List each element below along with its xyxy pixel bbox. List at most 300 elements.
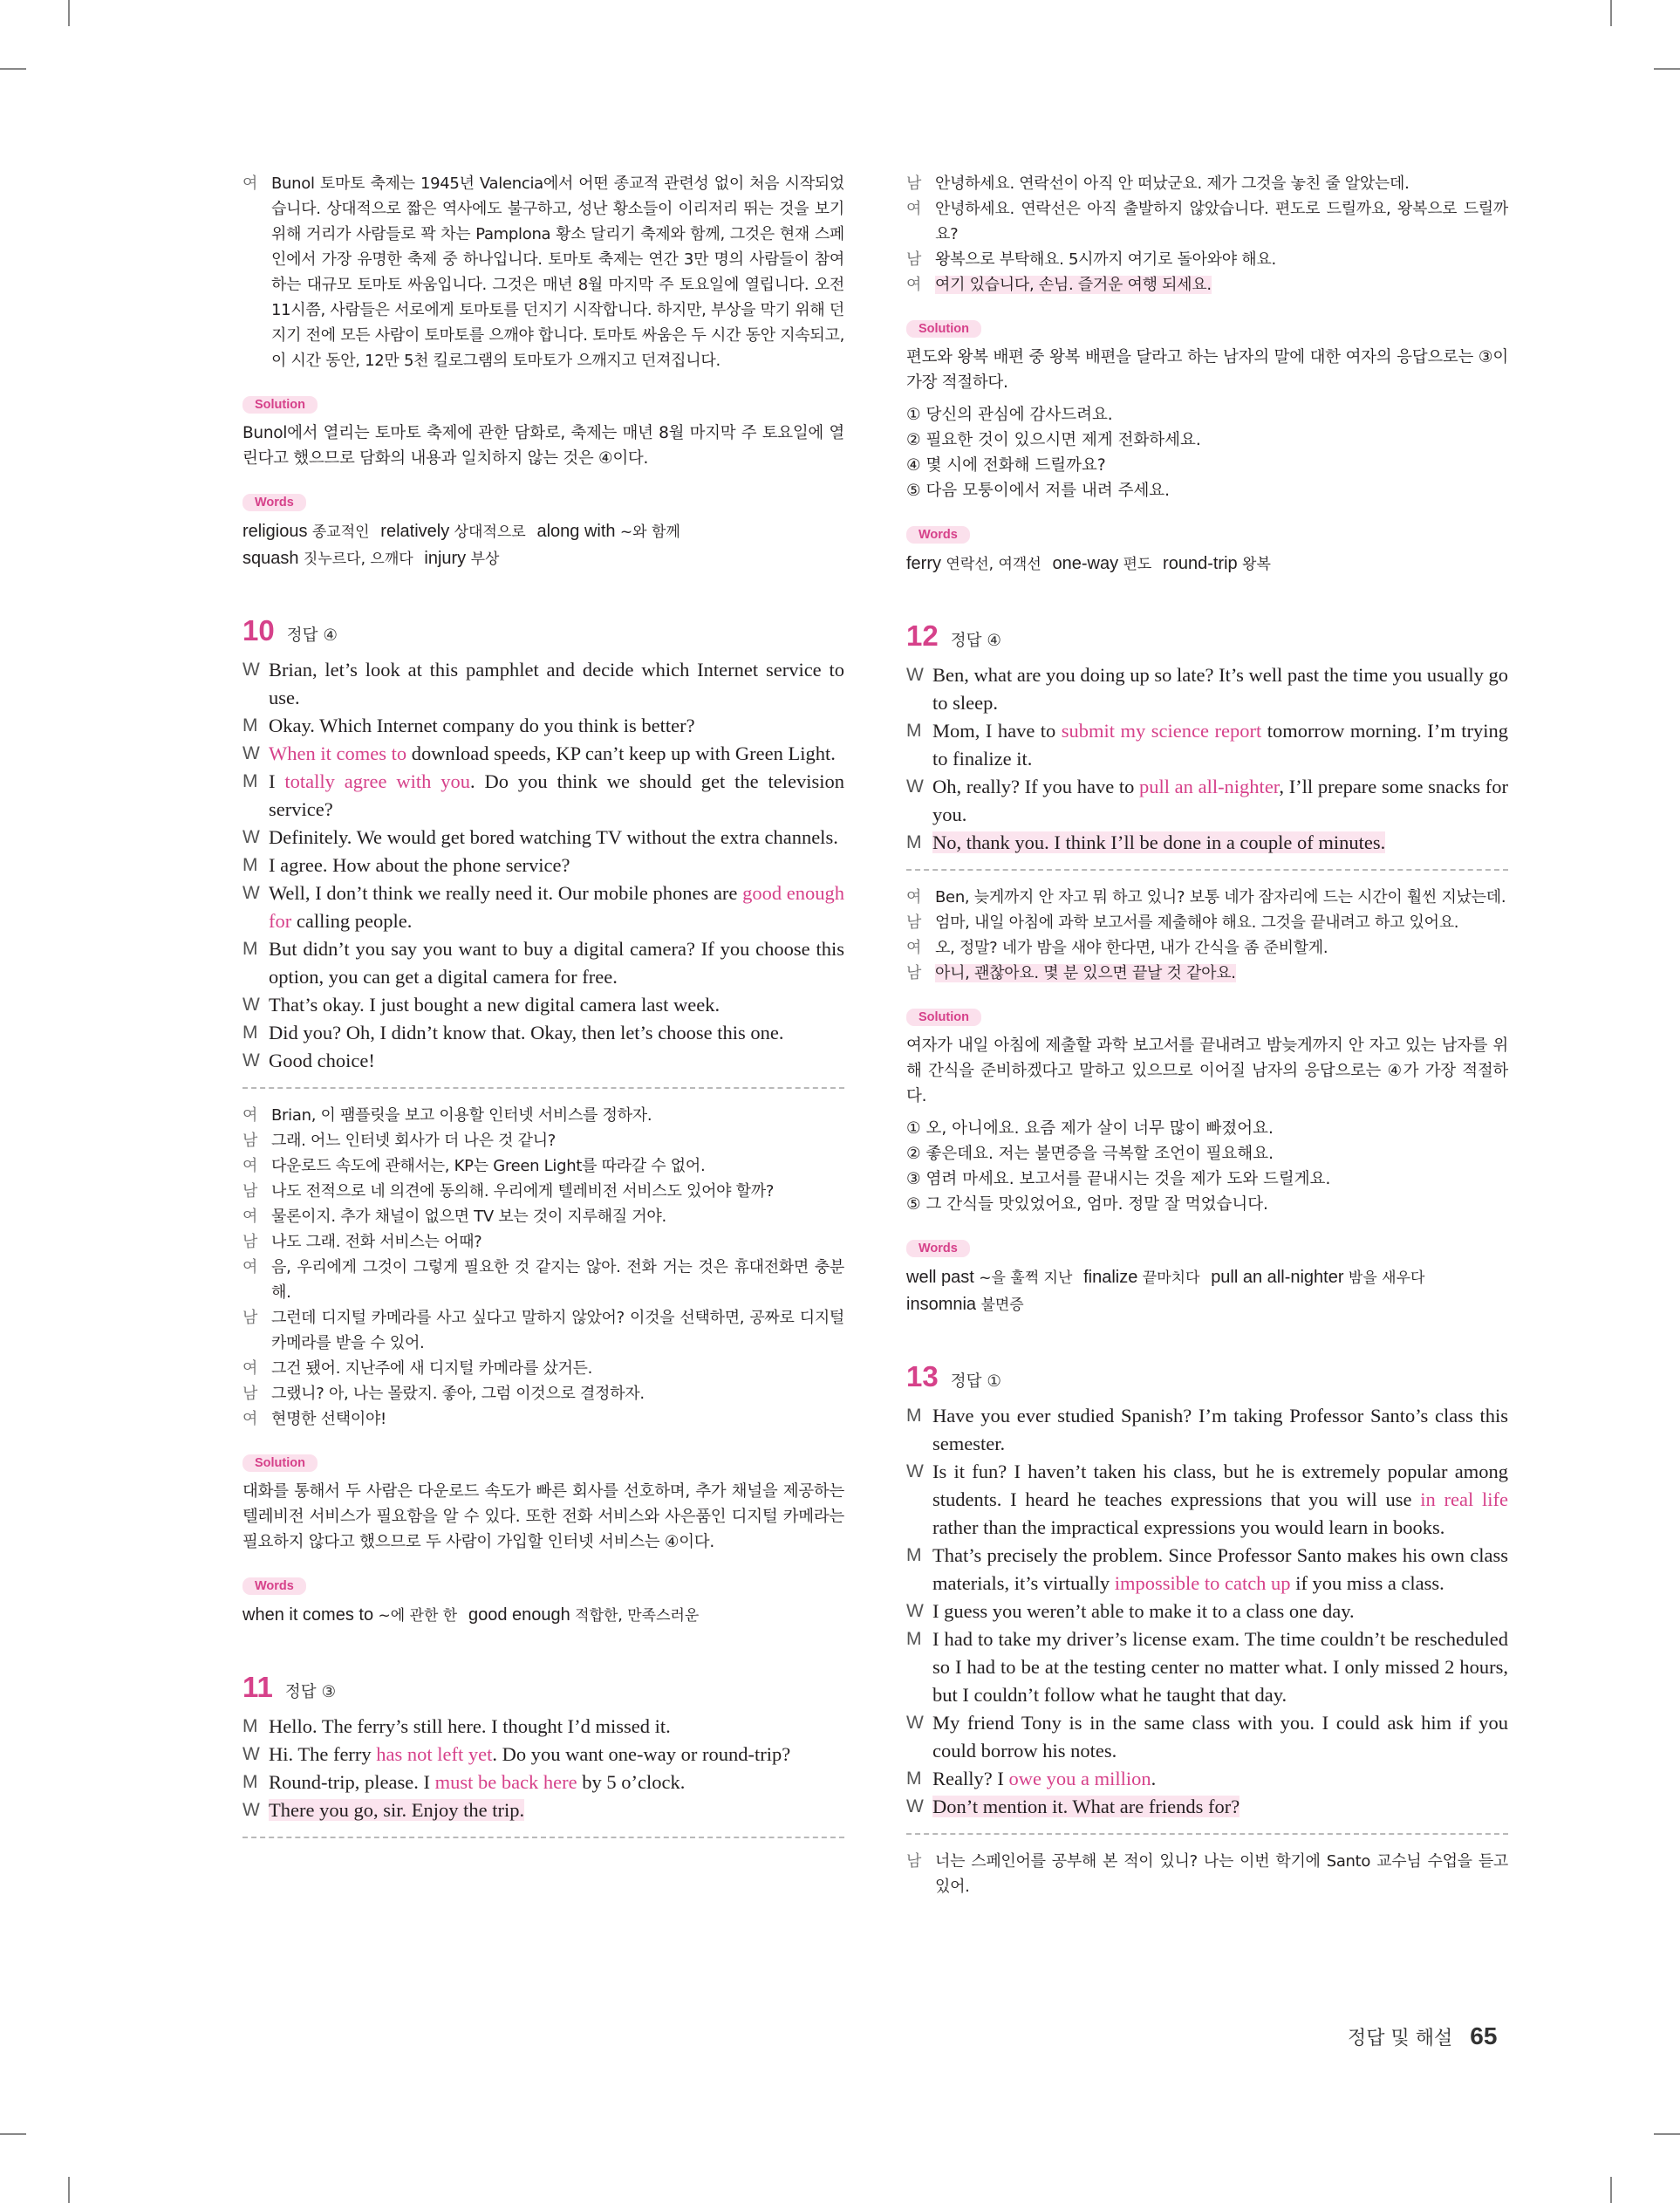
speaker-label: M	[906, 1406, 922, 1426]
speaker-label: W	[906, 1796, 924, 1816]
word-meaning: 연락선, 여객선	[941, 556, 1041, 573]
translation-text-content: 여기 있습니다, 손님. 즐거운 여행 되세요.	[935, 276, 1212, 294]
translation-text	[935, 1849, 1508, 1899]
crop-mark	[1654, 68, 1680, 70]
answer-choice: ⑤ 다음 모퉁이에서 저를 내려 주세요.	[906, 482, 1171, 500]
translation-text	[271, 1406, 844, 1432]
word-meaning: 부상	[466, 551, 500, 568]
transcript-line	[242, 1796, 844, 1824]
transcript-segment: Is it fun? I haven’t taken his class, but he is extremely popular among students. I heard he teaches expressions that you will use	[932, 1461, 1508, 1510]
transcript-line	[242, 991, 844, 1019]
translation-line	[242, 1204, 844, 1229]
crop-mark	[0, 68, 26, 70]
q9-solution-text: Bunol에서 열리는 토마토 축제에 관한 담화로, 축제는 매년 8월 마지막 주 토요일에 열린다고 했으므로 담화의 내용과 일치하지 않는 것은 ④이다.	[242, 424, 844, 468]
word-meaning: ~에 관한 한	[373, 1607, 458, 1625]
q11-words-label: Words	[906, 526, 970, 544]
transcript-line	[242, 852, 844, 879]
q11-solution-text: 편도와 왕복 배편 중 왕복 배편을 달라고 하는 남자의 말에 대한 여자의 응답으로는 ③이 가장 적절하다.	[906, 348, 1508, 392]
q9-solution-label: Solution	[242, 396, 318, 414]
transcript-segment: That’s okay. I just bought a new digital camera last week.	[269, 994, 720, 1016]
transcript-line	[242, 1019, 844, 1047]
words-line	[242, 518, 844, 545]
transcript-text	[269, 1047, 844, 1075]
transcript-line	[906, 661, 1508, 717]
transcript-segment: No, thank you. I think I’ll be done in a couple of minutes.	[932, 831, 1386, 853]
transcript-text	[269, 879, 844, 935]
q10-number: 10	[242, 614, 275, 647]
transcript-segment: .	[1151, 1768, 1157, 1789]
translation-text	[271, 1204, 844, 1229]
word-term: along with	[536, 522, 616, 541]
speaker-label: W	[906, 777, 924, 797]
speaker-label: 여	[906, 276, 922, 294]
transcript-segment: I	[269, 770, 285, 792]
translation-text-content: 그건 됐어. 지난주에 새 디지털 카메라를 샀거든.	[271, 1359, 593, 1378]
words-line	[906, 551, 1508, 578]
q12-translation	[906, 885, 1508, 986]
transcript-line	[906, 1709, 1508, 1765]
speaker-label: 여	[242, 1258, 258, 1276]
page-number: 65	[1470, 2022, 1498, 2049]
transcript-segment: Good choice!	[269, 1050, 375, 1071]
speaker-label: W	[242, 660, 260, 680]
translation-line	[242, 171, 844, 373]
translation-line	[906, 196, 1508, 247]
transcript-line	[242, 1741, 844, 1769]
right-column	[906, 171, 1508, 1899]
transcript-segment: Don’t mention it. What are friends for?	[932, 1796, 1240, 1817]
word-meaning: 적합한, 만족스러운	[570, 1607, 700, 1625]
transcript-line	[906, 1402, 1508, 1458]
transcript-segment: There you go, sir. Enjoy the trip.	[269, 1799, 525, 1821]
translation-text-content: Ben, 늦게까지 안 자고 뭐 하고 있니? 보통 네가 잠자리에 드는 시간이 훨씬 지났는데.	[935, 888, 1506, 907]
transcript-line	[242, 712, 844, 740]
word-term: round-trip	[1163, 554, 1238, 573]
transcript-text	[269, 740, 844, 768]
word-meaning: 끝마치다	[1137, 1269, 1200, 1287]
transcript-text	[932, 1625, 1508, 1709]
translation-text-content: 그랬니? 아, 나는 몰랐지. 좋아, 그럼 이것으로 결정하자.	[271, 1385, 645, 1403]
words-line	[906, 1264, 1508, 1291]
translation-text-content: 나도 전적으로 네 의견에 동의해. 우리에게 텔레비전 서비스도 있어야 할까?	[271, 1182, 775, 1201]
key-expression: has not left yet	[376, 1743, 493, 1765]
word-meaning: 편도	[1118, 556, 1152, 573]
q9-words	[242, 518, 844, 572]
transcript-text	[932, 1598, 1508, 1625]
translation-text	[935, 885, 1508, 910]
speaker-label: 남	[906, 1852, 922, 1871]
transcript-line	[242, 879, 844, 935]
speaker-label: 남	[906, 250, 922, 269]
words-line	[242, 1602, 844, 1629]
translation-text-content: 왕복으로 부탁해요. 5시까지 여기로 돌아와야 해요.	[935, 250, 1276, 269]
transcript-line	[906, 829, 1508, 857]
translation-text-content: 안녕하세요. 연락선은 아직 출발하지 않았습니다. 편도로 드릴까요, 왕복으로 드릴까요?	[935, 200, 1508, 243]
transcript-segment: But didn’t you say you want to buy a digital camera? If you choose this option, you can get a digital camera for free.	[269, 938, 844, 988]
transcript-text	[932, 1709, 1508, 1765]
translation-line	[242, 1305, 844, 1356]
speaker-label: 남	[242, 1132, 258, 1150]
footer-title: 정답 및 해설	[1348, 2028, 1453, 2049]
transcript-segment: Hello. The ferry’s still here. I thought I’d missed it.	[269, 1715, 671, 1737]
speaker-label: M	[906, 1629, 922, 1649]
word-term: relatively	[380, 522, 450, 541]
speaker-label: M	[906, 721, 922, 741]
q10-solution-label: Solution	[242, 1454, 318, 1472]
translation-text-content: 현명한 선택이야!	[271, 1410, 386, 1428]
transcript-segment: I guess you weren’t able to make it to a class one day.	[932, 1600, 1355, 1622]
q12-header	[906, 619, 1508, 653]
q10-header	[242, 614, 844, 647]
translation-text-content: 나도 그래. 전화 서비스는 어때?	[271, 1233, 482, 1251]
transcript-segment: Did you? Oh, I didn’t know that. Okay, then let’s choose this one.	[269, 1022, 784, 1043]
q12-choices	[906, 1116, 1508, 1217]
translation-line	[242, 1381, 844, 1406]
speaker-label: W	[242, 743, 260, 763]
transcript-segment: Mom, I have to	[932, 720, 1062, 742]
transcript-text	[932, 1458, 1508, 1542]
q9-words-label: Words	[242, 494, 306, 511]
translation-text-content: 그래. 어느 인터넷 회사가 더 나은 것 같니?	[271, 1132, 557, 1150]
transcript-text	[269, 712, 844, 740]
translation-line	[906, 935, 1508, 961]
word-meaning: 짓누르다, 으깨다	[298, 551, 413, 568]
transcript-segment: tomorrow morning. I’m trying to finalize it.	[932, 720, 1508, 770]
translation-text	[271, 171, 844, 373]
transcript-text	[269, 1796, 844, 1824]
q11-solution-label: Solution	[906, 320, 981, 338]
transcript-segment: Okay. Which Internet company do you think is better?	[269, 715, 695, 736]
answer-choice: ④ 몇 시에 전화해 드릴까요?	[906, 456, 1106, 475]
q11-translation	[906, 171, 1508, 298]
q11-header	[242, 1671, 844, 1704]
translation-line	[906, 247, 1508, 272]
word-meaning: 밤을 새우다	[1343, 1269, 1425, 1287]
translation-text	[271, 1381, 844, 1406]
speaker-label: W	[242, 995, 260, 1015]
q11-transcript	[242, 1713, 844, 1824]
left-column	[242, 171, 844, 1852]
word-term: one-way	[1052, 554, 1119, 573]
transcript-segment: Round-trip, please. I	[269, 1771, 435, 1793]
transcript-text	[269, 991, 844, 1019]
transcript-text	[269, 1019, 844, 1047]
speaker-label: M	[242, 771, 258, 791]
transcript-line	[906, 1458, 1508, 1542]
translation-text	[271, 1103, 844, 1128]
crop-mark	[68, 2177, 70, 2203]
word-meaning: 불면증	[976, 1296, 1024, 1314]
q11-answer: 정답 ③	[284, 1683, 337, 1701]
translation-line	[906, 171, 1508, 196]
speaker-label: M	[242, 715, 258, 735]
transcript-segment: . Do you think we should get the television service?	[269, 770, 844, 820]
translation-text	[271, 1255, 844, 1305]
crop-mark	[1654, 2133, 1680, 2135]
speaker-label: M	[906, 1769, 922, 1789]
speaker-label: 남	[242, 1182, 258, 1201]
translation-line	[906, 1849, 1508, 1899]
translation-text-content: Bunol 토마토 축제는 1945년 Valencia에서 어떤 종교적 관련성 없이 처음 시작되었습니다. 상대적으로 짧은 역사에도 불구하고, 성난 황소들이 이리저리 뛰는 것을 보기 위해 거리가 사람들로 꽉 차는 Pamplona 황소 달리기 축제와 함께, 그것은 현재 스페인에서 가장 유명한 축제 중 하나입니다. 토마토 축제는 연간 3만 명의 사람들이 참여하는 대규모 토마토 싸움입니다. 그것은 매년 8월 마지막 주 토요일에 열립니다. 오전 11시쯤, 사람들은 서로에게 토마토를 던지기 시작합니다. 하지만, 부상을 막기 위해 던지기 전에 모든 사람이 토마토를 으깨야 합니다. 토마토 싸움은 두 시간 동안 지속되고, 이 시간 동안, 12만 5천 킬로그램의 토마토가 으깨지고 던져집니다.	[271, 174, 844, 370]
speaker-label: 남	[242, 1233, 258, 1251]
q12-answer: 정답 ④	[950, 632, 1001, 650]
translation-text-content: 오, 정말? 네가 밤을 새야 한다면, 내가 간식을 좀 준비할게.	[935, 939, 1328, 957]
transcript-segment: rather than the impractical expressions you would learn in books.	[932, 1516, 1445, 1538]
speaker-label: 여	[906, 939, 922, 957]
translation-text	[935, 272, 1508, 298]
transcript-text	[269, 1769, 844, 1796]
divider	[906, 1833, 1508, 1835]
translation-text	[271, 1356, 844, 1381]
speaker-label: W	[242, 827, 260, 847]
q12-words	[906, 1264, 1508, 1318]
transcript-segment: calling people.	[291, 910, 413, 932]
answer-choice: ② 좋은데요. 저는 불면증을 극복할 조언이 필요해요.	[906, 1145, 1274, 1163]
word-term: squash	[242, 549, 299, 568]
q11-number: 11	[242, 1671, 273, 1703]
key-expression: good enough for	[269, 882, 844, 932]
word-meaning: ~을 훌쩍 지난	[973, 1269, 1073, 1287]
speaker-label: 여	[242, 1208, 258, 1226]
transcript-text	[932, 661, 1508, 717]
word-term: when it comes to	[242, 1605, 374, 1625]
translation-text	[271, 1305, 844, 1356]
word-meaning: 종교적인	[307, 523, 370, 541]
speaker-label: 남	[906, 964, 922, 982]
translation-text-content: Brian, 이 팸플릿을 보고 이용할 인터넷 서비스를 정하자.	[271, 1106, 652, 1125]
q12-solution-label: Solution	[906, 1009, 981, 1026]
transcript-segment: Oh, really? If you have to	[932, 776, 1140, 797]
transcript-text	[269, 852, 844, 879]
translation-line	[242, 1128, 844, 1153]
speaker-label: 여	[906, 888, 922, 907]
word-meaning: 상대적으로	[449, 523, 526, 541]
transcript-segment: Really? I	[932, 1768, 1009, 1789]
word-term: injury	[424, 549, 467, 568]
word-meaning: ~와 함께	[615, 523, 680, 541]
translation-text	[935, 196, 1508, 247]
transcript-segment: Brian, let’s look at this pamphlet and decide which Internet service to use.	[269, 659, 844, 708]
word-term: finalize	[1083, 1268, 1138, 1287]
crop-mark	[1610, 2177, 1612, 2203]
transcript-segment: That’s precisely the problem. Since Professor Santo makes his own class materials, it’s virtually	[932, 1544, 1508, 1594]
speaker-label: M	[242, 1772, 258, 1792]
speaker-label: W	[906, 665, 924, 685]
transcript-line	[906, 1625, 1508, 1709]
transcript-segment: Well, I don’t think we really need it. Our mobile phones are	[269, 882, 743, 904]
transcript-line	[242, 1713, 844, 1741]
q10-answer: 정답 ④	[286, 626, 338, 645]
transcript-segment: I had to take my driver’s license exam. The time couldn’t be rescheduled so I had to be at the testing center no matter what. I only missed 2 hours, but I couldn’t follow what he taught that day.	[932, 1628, 1508, 1706]
transcript-text	[932, 773, 1508, 829]
translation-text-content: 너는 스페인어를 공부해 본 적이 있니? 나는 이번 학기에 Santo 교수님 수업을 듣고 있어.	[935, 1852, 1508, 1896]
word-meaning: 왕복	[1237, 556, 1271, 573]
transcript-segment: Have you ever studied Spanish? I’m taking Professor Santo’s class this semester.	[932, 1405, 1508, 1454]
divider	[242, 1087, 844, 1089]
transcript-text	[932, 829, 1508, 857]
speaker-label: M	[906, 832, 922, 852]
key-expression: totally agree with you	[284, 770, 471, 792]
transcript-line	[242, 656, 844, 712]
q12-words-label: Words	[906, 1240, 970, 1257]
key-expression: in real life	[1420, 1488, 1509, 1510]
speaker-label: M	[242, 1023, 258, 1043]
q10-solution-text: 대화를 통해서 두 사람은 다운로드 속도가 빠른 회사를 선호하며, 추가 채널을 제공하는 텔레비전 서비스가 필요함을 알 수 있다. 또한 전화 서비스와 사은품인 디지털 카메라는 필요하지 않다고 했으므로 두 사람이 가입할 인터넷 서비스는 ④이다.	[242, 1482, 844, 1551]
translation-line	[906, 272, 1508, 298]
translation-text-content: 엄마, 내일 아침에 과학 보고서를 제출해야 해요. 그것을 끝내려고 하고 있어요.	[935, 913, 1459, 932]
speaker-label: W	[242, 1050, 260, 1071]
page-footer	[1348, 2022, 1497, 2050]
translation-text-content: 안녕하세요. 연락선이 아직 안 떠났군요. 제가 그것을 놓친 줄 알았는데.	[935, 174, 1410, 193]
q12-transcript	[906, 661, 1508, 857]
transcript-line	[906, 1765, 1508, 1793]
key-expression: pull an all-nighter	[1139, 776, 1280, 797]
q11-words	[906, 551, 1508, 578]
transcript-text	[932, 1402, 1508, 1458]
transcript-line	[906, 1598, 1508, 1625]
key-expression: impossible to catch up	[1114, 1572, 1291, 1594]
q13-transcript	[906, 1402, 1508, 1821]
transcript-segment: . Do you want one-way or round-trip?	[492, 1743, 791, 1765]
translation-line	[242, 1179, 844, 1204]
words-line	[242, 545, 844, 572]
transcript-line	[242, 824, 844, 852]
translation-text	[271, 1179, 844, 1204]
word-term: pull an all-nighter	[1211, 1268, 1344, 1287]
word-term: ferry	[906, 554, 941, 573]
transcript-segment: if you miss a class.	[1290, 1572, 1444, 1594]
speaker-label: 여	[242, 1410, 258, 1428]
translation-text-content: 다운로드 속도에 관해서는, KP는 Green Light를 따라갈 수 없어.	[271, 1157, 706, 1175]
transcript-text	[932, 1542, 1508, 1598]
transcript-line	[906, 1793, 1508, 1821]
crop-mark	[0, 2133, 26, 2135]
speaker-label: 여	[242, 1157, 258, 1175]
q11-choices	[906, 402, 1508, 503]
answer-choice: ① 당신의 관심에 감사드려요.	[906, 406, 1113, 424]
translation-text	[935, 247, 1508, 272]
word-term: well past	[906, 1268, 974, 1287]
q13-number: 13	[906, 1360, 939, 1392]
key-expression: submit my science report	[1061, 720, 1262, 742]
crop-mark	[1610, 0, 1612, 26]
answer-choice: ② 필요한 것이 있으시면 제게 전화하세요.	[906, 431, 1201, 449]
speaker-label: 남	[906, 913, 922, 932]
translation-text-content: 그런데 디지털 카메라를 사고 싶다고 말하지 않았어? 이것을 선택하면, 공짜로 디지털 카메라를 받을 수 있어.	[271, 1309, 844, 1352]
translation-line	[242, 1153, 844, 1179]
key-expression: must be back here	[434, 1771, 577, 1793]
transcript-segment: download speeds, KP can’t keep up with Green Light.	[406, 742, 836, 764]
word-term: good enough	[468, 1605, 570, 1625]
transcript-text	[269, 1713, 844, 1741]
divider	[906, 869, 1508, 871]
transcript-segment: My friend Tony is in the same class with you. I could ask him if you could borrow his notes.	[932, 1712, 1508, 1762]
translation-text	[935, 171, 1508, 196]
translation-line	[242, 1356, 844, 1381]
answer-choice: ① 오, 아니에요. 요즘 제가 살이 너무 많이 빠졌어요.	[906, 1119, 1274, 1138]
word-term: insomnia	[906, 1295, 977, 1314]
key-expression: owe you a million	[1008, 1768, 1151, 1789]
speaker-label: 여	[242, 174, 258, 193]
translation-line	[906, 910, 1508, 935]
speaker-label: W	[906, 1713, 924, 1733]
transcript-line	[242, 1047, 844, 1075]
q12-solution-text: 여자가 내일 아침에 제출할 과학 보고서를 끝내려고 밤늦게까지 안 자고 있는 남자를 위해 간식을 준비하겠다고 말하고 있으므로 이어질 남자의 응답으로는 ④가 가장 적절하다.	[906, 1037, 1508, 1105]
q10-translation	[242, 1103, 844, 1432]
translation-text	[935, 935, 1508, 961]
q10-words-label: Words	[242, 1577, 306, 1595]
translation-text	[271, 1229, 844, 1255]
word-term: religious	[242, 522, 308, 541]
speaker-label: W	[242, 1744, 260, 1764]
translation-line	[242, 1229, 844, 1255]
transcript-segment: Definitely. We would get bored watching TV without the extra channels.	[269, 826, 838, 848]
translation-text	[271, 1128, 844, 1153]
transcript-text	[932, 1793, 1508, 1821]
q12-number: 12	[906, 619, 939, 652]
q13-header	[906, 1360, 1508, 1393]
speaker-label: 여	[242, 1106, 258, 1125]
speaker-label: W	[242, 883, 260, 903]
transcript-line	[242, 935, 844, 991]
words-line	[906, 1291, 1508, 1318]
transcript-line	[906, 717, 1508, 773]
speaker-label: 여	[242, 1359, 258, 1378]
transcript-text	[269, 1741, 844, 1769]
q13-translation	[906, 1849, 1508, 1899]
q10-words	[242, 1602, 844, 1629]
speaker-label: 남	[242, 1385, 258, 1403]
transcript-segment: I agree. How about the phone service?	[269, 854, 570, 876]
speaker-label: W	[906, 1461, 924, 1481]
speaker-label: 남	[242, 1309, 258, 1327]
translation-line	[906, 885, 1508, 910]
translation-text	[271, 1153, 844, 1179]
translation-line	[242, 1255, 844, 1305]
speaker-label: W	[906, 1601, 924, 1621]
key-expression: When it comes to	[269, 742, 407, 764]
translation-text-content: 물론이지. 추가 채널이 없으면 TV 보는 것이 지루해질 거야.	[271, 1208, 666, 1226]
speaker-label: W	[242, 1800, 260, 1820]
q10-transcript	[242, 656, 844, 1075]
translation-line	[242, 1103, 844, 1128]
transcript-line	[242, 740, 844, 768]
crop-mark	[68, 0, 70, 26]
transcript-line	[242, 768, 844, 824]
transcript-text	[269, 824, 844, 852]
transcript-text	[932, 717, 1508, 773]
answer-choice: ⑤ 그 간식들 맛있었어요, 엄마. 정말 잘 먹었습니다.	[906, 1195, 1268, 1214]
speaker-label: M	[242, 1716, 258, 1736]
speaker-label: M	[906, 1545, 922, 1565]
transcript-text	[932, 1765, 1508, 1793]
transcript-line	[906, 1542, 1508, 1598]
divider	[242, 1837, 844, 1838]
transcript-segment: , I’ll prepare some snacks for you.	[932, 776, 1508, 825]
answer-choice: ③ 염려 마세요. 보고서를 끝내시는 것을 제가 도와 드릴게요.	[906, 1170, 1331, 1188]
transcript-segment: Ben, what are you doing up so late? It’s well past the time you usually go to sleep.	[932, 664, 1508, 714]
translation-line	[242, 1406, 844, 1432]
speaker-label: 남	[906, 174, 922, 193]
speaker-label: 여	[906, 200, 922, 218]
transcript-text	[269, 935, 844, 991]
translation-text-content: 아니, 괜찮아요. 몇 분 있으면 끝날 것 같아요.	[935, 964, 1236, 982]
transcript-segment: by 5 o’clock.	[577, 1771, 686, 1793]
translation-text	[935, 961, 1508, 986]
q13-answer: 정답 ①	[950, 1372, 1001, 1391]
speaker-label: M	[242, 855, 258, 875]
q9-translation	[242, 171, 844, 373]
